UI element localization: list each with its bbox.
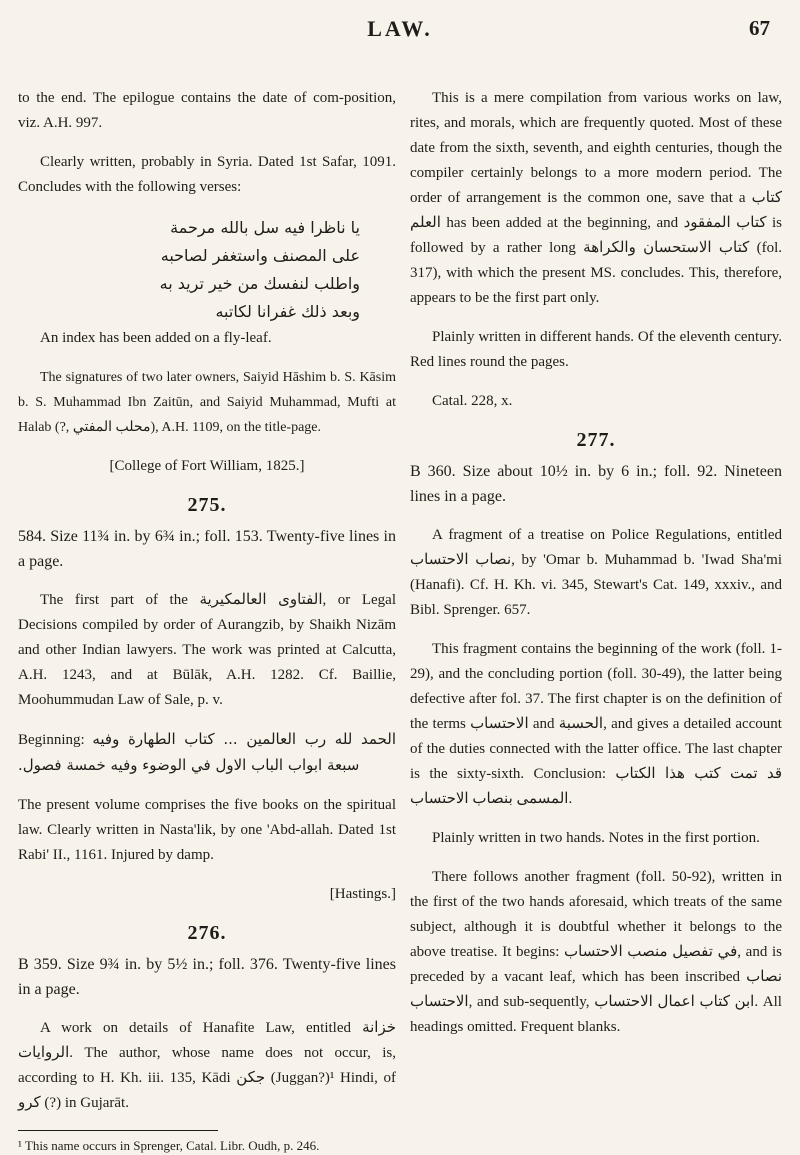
paragraph: B 359. Size 9¾ in. by 5½ in.; foll. 376. Twenty-five lines in a page. — [18, 956, 396, 998]
arabic-text: الحمد لله رب العالمين ... كتاب الطهارة وفيه سبعة ابواب الباب الاول في الوضوء وفيه خمسة فصول. — [18, 730, 397, 774]
right-column — [410, 86, 782, 1054]
paragraph: The signatures of two later owners, Saiyid Hāshim b. S. Kāsim b. S. Muhammad Ibn Zaitūn, and Saiyid Muhammad, Mufti at Halab (?, محلب المفتي), A.H. 1109, on the title-page. — [18, 370, 396, 435]
running-title: LAW. — [367, 16, 433, 41]
paragraph: This fragment contains the beginning of the work (foll. 1-29), and the concluding portion (foll. 30-49), the latter being defective after fol. 37. The first chapter is on the definition of the terms الاحتساب and الحسبة, and gives a detailed account of the duties connected with the latter office. The last chapter is the sixty-sixth. Conclusion: قد تمت كتب هذا الكتاب المسمى بنصاب الاحتساب. — [410, 641, 782, 807]
entry-number: 275. — [187, 494, 227, 516]
paragraph: The first part of the الفتاوى العالمكيرية, or Legal Decisions compiled by order of Aurangzib, by Shaikh Nizām and other Indian lawyers. The work was printed at Calcutta, A.H. 1243, and at Būlāk, A.H. 1282. Cf. Baillie, Moohummudan Law of Sale, p. v. — [18, 592, 397, 708]
paragraph: Plainly written in different hands. Of the eleventh century. Red lines round the pages. — [410, 329, 782, 370]
page-header — [0, 14, 800, 48]
verse-line: على المصنف واستغفر لصاحبه — [160, 246, 360, 265]
paragraph: Plainly written in two hands. Notes in the first portion. — [432, 830, 760, 846]
arabic-verses — [18, 214, 396, 326]
entry-number: 277. — [576, 429, 616, 451]
paragraph: There follows another fragment (foll. 50-92), written in the first of the two hands aforesaid, which treats of the same subject, although it is doubtful whether it belongs to the above treatise. It begins: في تفصيل منصب الاحتساب, and is preceded by a vacant leaf, which has been inscribed نصاب الاحتساب, and sub-sequently, ابن كتاب اعمال الاحتساب. All headings omitted. Frequent blanks. — [410, 869, 782, 1035]
paragraph: to the end. The epilogue contains the date of com-position, viz. A.H. 997. — [18, 90, 396, 131]
paragraph: The present volume comprises the five books on the spiritual law. Clearly written in Nasta'lik, by one 'Abd-allah. Dated 1st Rabi' II., 1161. Injured by damp. — [18, 797, 396, 863]
footnote-rule — [18, 1130, 218, 1131]
page-number: 67 — [749, 16, 770, 40]
paragraph: A fragment of a treatise on Police Regulations, entitled نصاب الاحتساب, by 'Omar b. Muhammad b. 'Iwad Sha'mi (Hanafi). Cf. H. Kh. vi. 345, Stewart's Cat. 149, xxxiv., and Bibl. Sprenger. 657. — [410, 527, 782, 618]
verse-line: يا ناظرا فيه سل بالله مرحمة — [170, 218, 360, 237]
paragraph: B 360. Size about 10½ in. by 6 in.; foll. 92. Nineteen lines in a page. — [410, 463, 782, 505]
verse-line: وبعد ذلك غفرانا لكاتبه — [215, 302, 360, 321]
paragraph — [18, 727, 396, 779]
paragraph: A work on details of Hanafite Law, entitled خزانة الروايات. The author, whose name does not occur, is, according to H. Kh. iii. 135, Kādi جكن (Juggan?)¹ Hindi, of كرو (?) in Gujarāt. — [18, 1020, 396, 1111]
footnote: ¹ This name occurs in Sprenger, Catal. Libr. Oudh, p. 246. — [18, 1138, 320, 1153]
label: Beginning: — [18, 732, 85, 748]
paragraph: 584. Size 11¾ in. by 6¾ in.; foll. 153. Twenty-five lines in a page. — [18, 528, 396, 570]
verse-line: واطلب لنفسك من خير تريد به — [159, 274, 360, 293]
paragraph: An index has been added on a fly-leaf. — [40, 330, 272, 346]
entry-number: 276. — [187, 922, 227, 944]
provenance-reference: [College of Fort William, 1825.] — [109, 458, 305, 474]
paragraph: This is a mere compilation from various works on law, rites, and morals, which are frequently quoted. Most of these date from the sixth, seventh, and eighth centuries, though the compiler certainly belongs to a more modern period. The order of arrangement is the common one, save that a كتاب العلم has been added at the beginning, and كتاب المفقود is followed by a rather long كتاب الاستحسان والكراهة (fol. 317), with which the present MS. concludes. This, therefore, appears to be the first part only. — [410, 90, 782, 306]
paragraph: Clearly written, probably in Syria. Dated 1st Safar, 1091. Concludes with the following verses: — [18, 154, 396, 195]
left-column — [18, 86, 396, 1155]
provenance-reference: [Hastings.] — [329, 886, 396, 902]
paragraph: Catal. 228, x. — [432, 393, 513, 409]
